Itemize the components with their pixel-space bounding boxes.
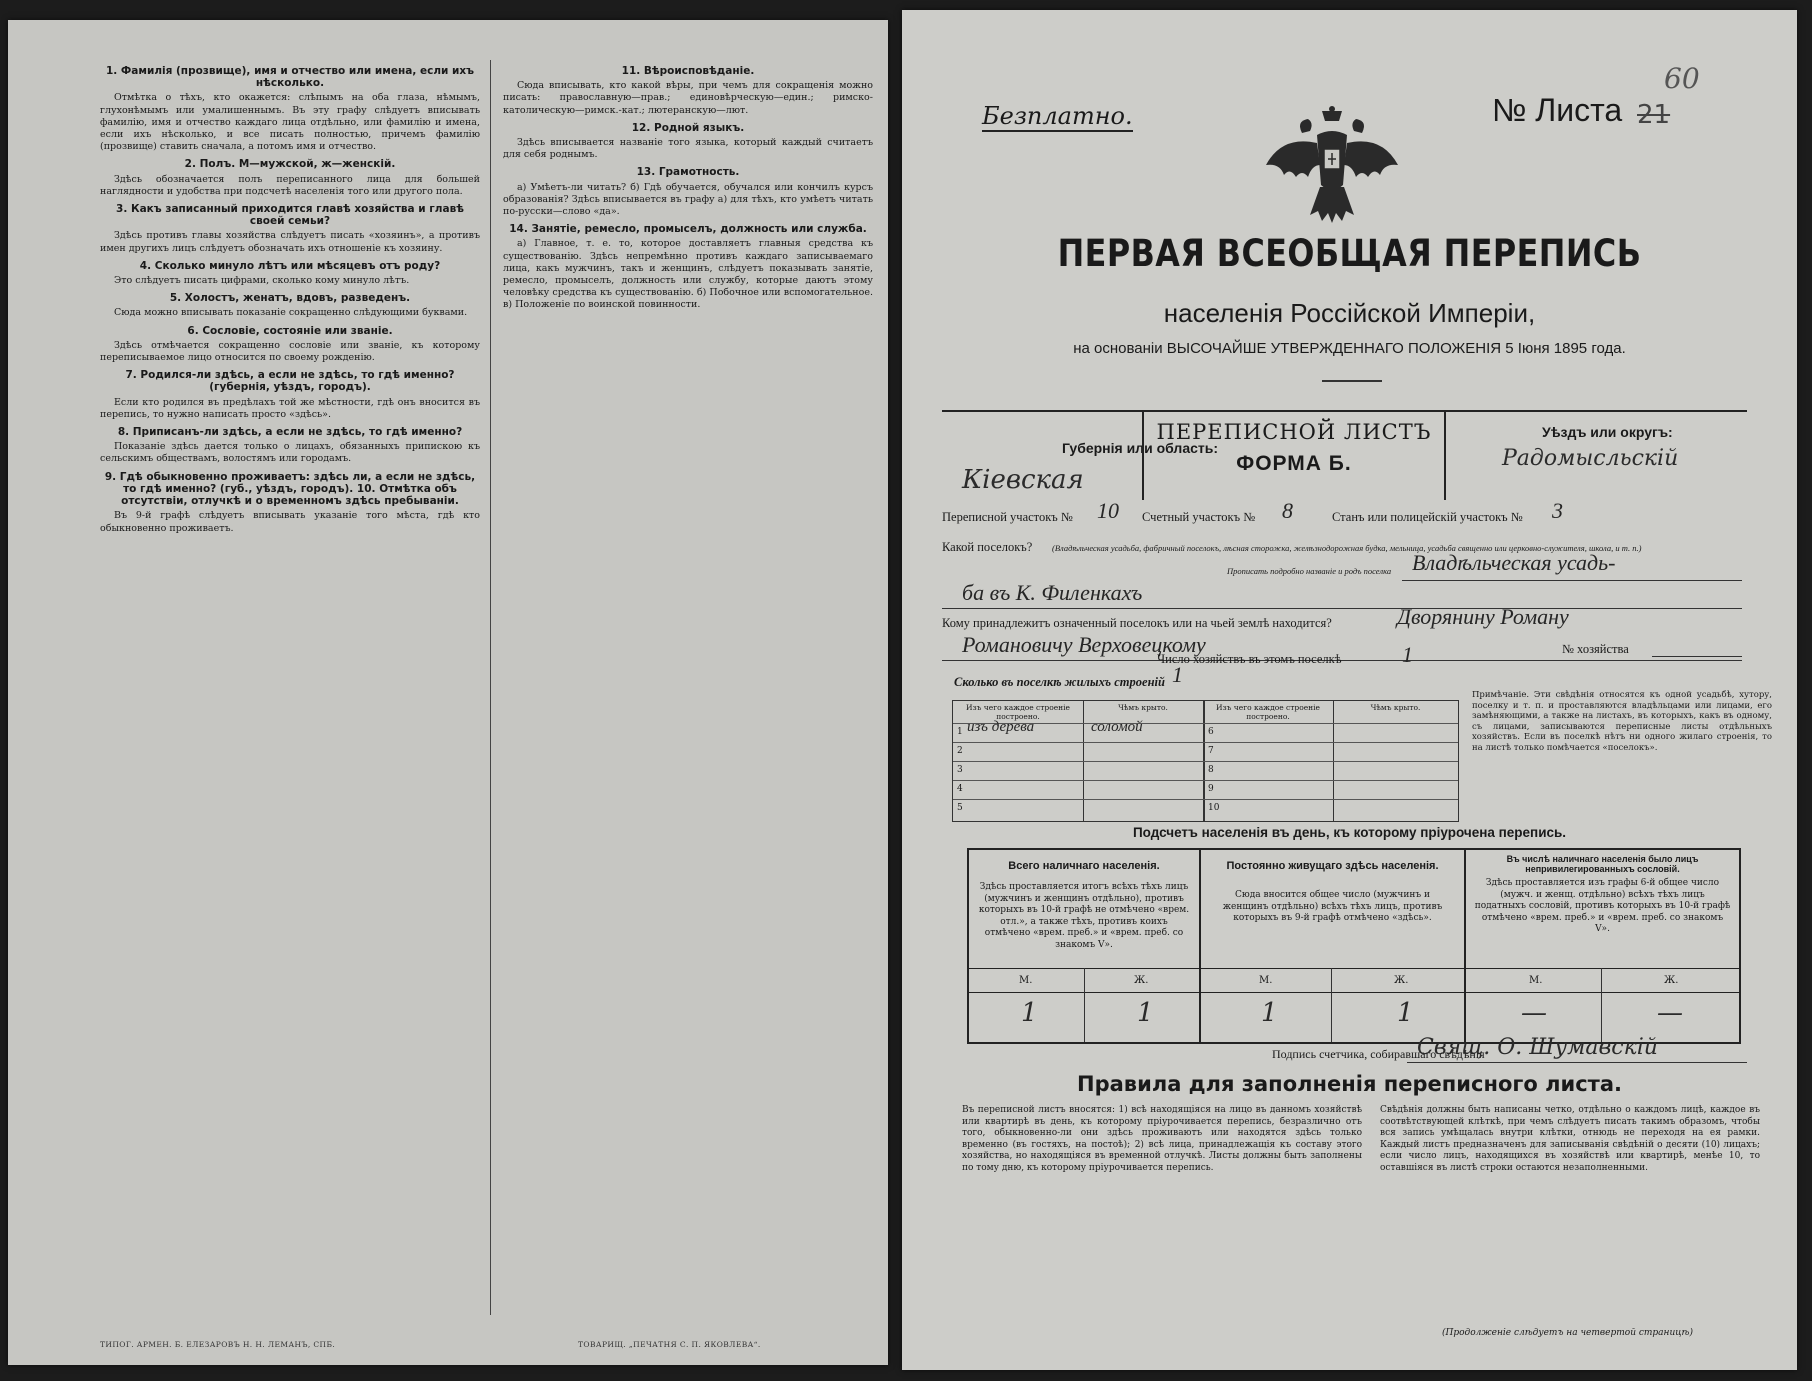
- settlement-value-line1: Владѣльческая усадь-: [1412, 550, 1616, 575]
- owner-underline: [942, 660, 1742, 661]
- households-label: Число хозяйствъ въ этомъ поселкѣ: [1157, 652, 1342, 666]
- tally-table: [967, 848, 1741, 1044]
- instruction-section-2: 2. Полъ. М—мужской, ж—женскій. Здѣсь обозначается полъ переписанного лица для большей наглядности и удобства при подсчетѣ населенія того или другого пола.: [100, 158, 480, 197]
- instruction-section-14: 14. Занятіе, ремесло, промыселъ, должность или служба. а) Главное, т. е. то, которое доставляетъ главныя средства къ существованію. Здѣсь непремѣнно противъ каждаго записываемаго лица, какъ мужчинъ, такъ и женщинъ, слѣдуетъ показывать занятіе, ремесло, промыселъ, должность или службу, которые даютъ этому человѣку средства къ существованію. б) Побочное или вспомогательное. в) Положеніе по воинской повинности.: [503, 223, 873, 311]
- instruction-section-8: 8. Приписанъ-ли здѣсь, а если не здѣсь, то гдѣ именно? Показаніе здѣсь дается только о лицахъ, обязанныхъ припискою къ сельскимъ обществамъ, волостямъ или городамъ.: [100, 426, 480, 465]
- instruction-section-4: 4. Сколько минуло лѣтъ или мѣсяцевъ отъ роду? Это слѣдуетъ писать цифрами, сколько кому минуло лѣтъ.: [114, 259, 441, 287]
- tally-nonpriv-female: —: [1657, 998, 1683, 1028]
- uezd-value: Радомысльскій: [1502, 446, 1679, 471]
- stan-label: Станъ или полицейскій участокъ №: [1332, 510, 1523, 524]
- rules-title: Правила для заполненія переписного листа.: [1077, 1072, 1622, 1096]
- tally-female-header: Ж.: [1134, 975, 1149, 986]
- owner-value-line1: Дворянину Роману: [1397, 604, 1569, 629]
- buildings-row-number: 4: [957, 784, 963, 794]
- instruction-section-3: 3. Какъ записанный приходится главѣ хозяйства и главѣ своей семьи? Здѣсь противъ главы хозяйства слѣдуетъ писать «хозяинъ», а противъ имен другихъ лицъ слѣдуетъ обозначать ихъ отношеніе къ хозяину.: [100, 203, 480, 254]
- title-divider: [1322, 380, 1382, 382]
- instructions-column-right: [503, 60, 873, 314]
- buildings-row-number: 8: [1208, 765, 1214, 775]
- guberniya-value: Кіевская: [962, 465, 1084, 495]
- tally-title: Подсчетъ населенія въ день, къ которому пріурочена перепись.: [1132, 825, 1567, 840]
- signature-underline: [1407, 1062, 1747, 1063]
- signature-label: Подпись счетчика, собиравшаго свѣдѣнія: [1272, 1047, 1485, 1061]
- census-subtitle: населенія Россійской Имперіи,: [1163, 298, 1536, 328]
- buildings-header-roof-2: Чѣмъ крыто.: [1370, 703, 1421, 712]
- form-title-line2: ФОРМА Б.: [1236, 452, 1352, 475]
- census-title: ПЕРВАЯ ВСЕОБЩАЯ ПЕРЕПИСЬ: [1057, 232, 1642, 275]
- instruction-section-5: 5. Холостъ, женатъ, вдовъ, разведенъ. Сюда можно вписывать показаніе сокращенно слѣдующими буквами.: [114, 292, 468, 319]
- buildings-header-roof: Чѣмъ крыто.: [1118, 703, 1168, 712]
- sheet-number-crossed: 21: [1637, 100, 1671, 130]
- instruction-section-7: 7. Родился-ли здѣсь, а если не здѣсь, то гдѣ именно? (губернія, уѣздъ, городъ). Если кто родился въ предѣлахъ той же мѣстности, гдѣ онъ вносится въ перепись, то нужно написать просто «здѣсь».: [100, 369, 480, 420]
- tally-total-male: 1: [1021, 998, 1038, 1028]
- buildings-label: Сколько въ поселкѣ жилыхъ строеній: [954, 675, 1165, 689]
- building-1-roof: соломой: [1091, 719, 1143, 735]
- district-label: Переписной участокъ №: [942, 510, 1073, 524]
- stan-value: 3: [1552, 498, 1563, 523]
- buildings-row-number: 3: [957, 765, 963, 775]
- tally-male-header: М.: [1529, 975, 1543, 986]
- tally-desc-total: Здѣсь проставляется итогъ всѣхъ тѣхъ лицъ (мужчинъ и женщинъ отдѣльно), противъ которыхъ въ 10-й графѣ не отмѣчено «врем. отл.», а также тѣхъ, противъ коихъ отмѣчено «врем. преб.» и «врем. преб. со знакомъ V».: [978, 882, 1190, 950]
- free-of-charge-label: Безплатно.: [982, 102, 1133, 130]
- settlement-underline: [1402, 580, 1742, 581]
- guberniya-label: Губернія или область:: [1062, 440, 1219, 456]
- building-1-material: изъ дерева: [967, 719, 1035, 735]
- enumerator-signature: Свящ. О. Шумавскій: [1417, 1035, 1658, 1060]
- tally-female-header: Ж.: [1394, 975, 1409, 986]
- district-value: 10: [1097, 498, 1119, 523]
- tally-male-header: М.: [1259, 975, 1273, 986]
- settlement-label: Какой поселокъ?: [942, 540, 1033, 554]
- buildings-row-number: 7: [1208, 746, 1214, 756]
- owner-label: Кому принадлежитъ означенный поселокъ или на чьей землѣ находится?: [942, 616, 1332, 630]
- left-page: [8, 20, 888, 1365]
- column-divider: [490, 60, 491, 1315]
- household-number-underline: [1652, 656, 1742, 657]
- owner-value-line2: Романовичу Верховецкому: [962, 632, 1206, 657]
- instruction-section-9-10: 9. Гдѣ обыкновенно проживаетъ: здѣсь ли, а если не здѣсь, то гдѣ именно? (губ., уѣздъ, городъ). 10. Отмѣтка объ отсутствіи, отлучкѣ и о временномъ здѣсь пребываніи. Въ 9-й графѣ слѣдуетъ вписывать указаніе того мѣста, гдѣ кто обыкновенно проживаетъ.: [100, 470, 480, 534]
- instruction-section-1: 1. Фамилія (прозвище), имя и отчество или имена, если ихъ нѣсколько. Отмѣтка о тѣхъ, кто окажется: слѣпымъ на оба глаза, нѣмымъ, глухонѣмымъ или умалишеннымъ. Въ эту графу слѣдуетъ вписывать фамилію, имя и отчество каждаго лица отдѣльно, или фамилію и имена, если ихъ нѣсколько, и все писать полностью, причемъ фамилію (прозвище) ставить сначала, а потомъ имя и отчество.: [100, 65, 480, 153]
- instruction-section-13: 13. Грамотность. а) Умѣетъ-ли читать? б) Гдѣ обучается, обучался или кончилъ курсъ образованія? Здѣсь вписывается въ графу а) для тѣхъ, кто умѣетъ читать по-русски—слово «да».: [503, 166, 873, 218]
- buildings-header-material: Изъ чего каждое строеніе построено.: [966, 703, 1070, 721]
- tally-permanent-male: 1: [1261, 998, 1278, 1028]
- buildings-header-material-2: Изъ чего каждое строеніе построено.: [1216, 703, 1320, 721]
- sheet-number-label: № Листа: [1492, 92, 1623, 128]
- tally-desc-permanent: Сюда вносится общее число (мужчинъ и женщинъ отдѣльно) всѣхъ тѣхъ лицъ, противъ которыхъ въ 9-й графѣ отмѣчено «здѣсь».: [1222, 890, 1443, 923]
- uezd-label: Уѣздъ или округъ:: [1542, 424, 1673, 440]
- buildings-value: 1: [1172, 662, 1183, 687]
- instructions-column-left: [100, 60, 480, 537]
- tally-header-total: Всего наличнаго населенія.: [1008, 860, 1160, 872]
- tally-desc-nonprivileged: Здѣсь проставляется изъ графы 6-й общее число (мужч. и женщ. отдѣльно) всѣхъ тѣхъ лицъ податныхъ сословій, противъ которыхъ въ 10-й графѣ отмѣчено «врем. преб.» и «врем. преб. со знакомъ V».: [1474, 878, 1731, 934]
- printer-imprint-right: ТОВАРИЩ. „ПЕЧАТНЯ С. П. ЯКОВЛЕВА“.: [578, 1340, 761, 1349]
- buildings-row-number: 9: [1208, 784, 1214, 794]
- tally-header-permanent: Постоянно живущаго здѣсь населенія.: [1226, 860, 1439, 872]
- form-title-box: [1142, 410, 1446, 500]
- imperial-eagle-emblem-icon: [1262, 105, 1402, 230]
- buildings-row-number: 2: [957, 746, 963, 756]
- sheet-number-handwritten: 60: [1664, 62, 1700, 95]
- decree-line: на основаніи ВЫСОЧАЙШЕ УТВЕРЖДЕННАГО ПОЛОЖЕНІЯ 5 Іюня 1895 года.: [1073, 340, 1626, 357]
- instruction-section-12: 12. Родной языкъ. Здѣсь вписывается названіе того языка, который каждый считаетъ для себя роднымъ.: [503, 121, 873, 161]
- settlement-hint-2: Прописать подробно названіе и родъ поселка: [1227, 566, 1392, 576]
- settlement-underline-2: [942, 608, 1742, 609]
- instruction-section-11: 11. Вѣроисповѣданіе. Сюда вписывать, кто какой вѣры, при чемъ для сокращенія можно писать: православную—прав.; единовѣрческую—един.; римско-католическую—римск.-кат.; лютеранскую—лют.: [503, 65, 873, 116]
- tally-female-header: Ж.: [1664, 975, 1679, 986]
- instruction-section-6: 6. Сословіе, состояніе или званіе. Здѣсь отмѣчается сокращенно сословіе или званіе, къ которому переписываемое лицо относится по своему рожденію.: [100, 324, 480, 364]
- buildings-row-number: 10: [1208, 803, 1220, 813]
- rules-column-left: Въ переписной листъ вносятся: 1) всѣ находящіяся на лицо въ данномъ хозяйствѣ или квартирѣ въ день, къ которому пріурочивается перепись, безразлично отъ того, обыкновенно-ли они здѣсь проживаютъ или находятся здѣсь только временно (въ гостяхъ, на постоѣ); 2) всѣ лица, принадлежащія къ составу этого хозяйства, но находящіяся въ временной отлучкѣ. Листы должны быть заполнены по тому дню, къ которому пріурочивается перепись.: [962, 1105, 1362, 1173]
- tally-total-female: 1: [1137, 998, 1154, 1028]
- continued-note: (Продолженіе слѣдуетъ на четвертой страницѣ): [1442, 1328, 1694, 1338]
- tally-permanent-female: 1: [1397, 998, 1414, 1028]
- buildings-table: [952, 700, 1459, 822]
- settlement-hint: (Владѣльческая усадьба, фабричный поселокъ, лѣсная сторожка, желѣзнодорожная будка, мельница, усадьба священно или церковно-служителя, школа, и т. п.): [1052, 543, 1642, 553]
- settlement-value-line2: ба въ К. Филенкахъ: [962, 580, 1143, 605]
- tally-male-header: М.: [1019, 975, 1033, 986]
- tally-header-nonprivileged: Въ числѣ наличнаго населенія было лицъ непривилегированныхъ сословій.: [1506, 854, 1699, 874]
- count-district-value: 8: [1282, 498, 1293, 523]
- printer-imprint-left: ТИПОГ. АРМЕН. Б. ЕЛЕЗАРОВЪ Н. Н. ЛЕМАНЪ, СПБ.: [100, 1340, 336, 1349]
- buildings-row-number: 6: [1208, 727, 1214, 737]
- household-number-label: № хозяйства: [1562, 642, 1629, 656]
- households-value: 1: [1402, 642, 1413, 667]
- buildings-row-number: 5: [957, 803, 963, 813]
- tally-nonpriv-male: —: [1521, 998, 1547, 1028]
- buildings-note: Примѣчаніе. Эти свѣдѣнія относятся къ одной усадьбѣ, хутору, поселку и т. п. и проставляются владѣльцами или лицами, его замѣняющими, а также на листахъ, въ которыхъ, какъ въ одному, съ лицами, записываются переписные листы отдѣльныхъ хозяйствъ. Если въ поселкѣ нѣтъ ни одного жилаго строенія, то на листѣ только помѣчается «поселокъ».: [1472, 690, 1772, 753]
- count-district-label: Счетный участокъ №: [1142, 510, 1256, 524]
- right-page: [902, 10, 1797, 1370]
- rules-column-right: Свѣдѣнія должны быть написаны четко, отдѣльно о каждомъ лицѣ, каждое въ соотвѣтствующей клѣткѣ, при чемъ слѣдуетъ писать такимъ образомъ, чтобы вся запись умѣщалась внутри клѣтки, отнюдь не переходя на ея рамки. Каждый листъ предназначенъ для записыванія свѣдѣній о десяти (10) лицахъ; если число лицъ, находящихся въ хозяйствѣ или квартирѣ, менѣе 10, то оставшіяся въ листѣ строки остаются незаполненными.: [1380, 1105, 1760, 1173]
- form-title-line1: ПЕРЕПИСНОЙ ЛИСТЪ: [1156, 420, 1432, 444]
- buildings-row-number: 1: [957, 727, 963, 737]
